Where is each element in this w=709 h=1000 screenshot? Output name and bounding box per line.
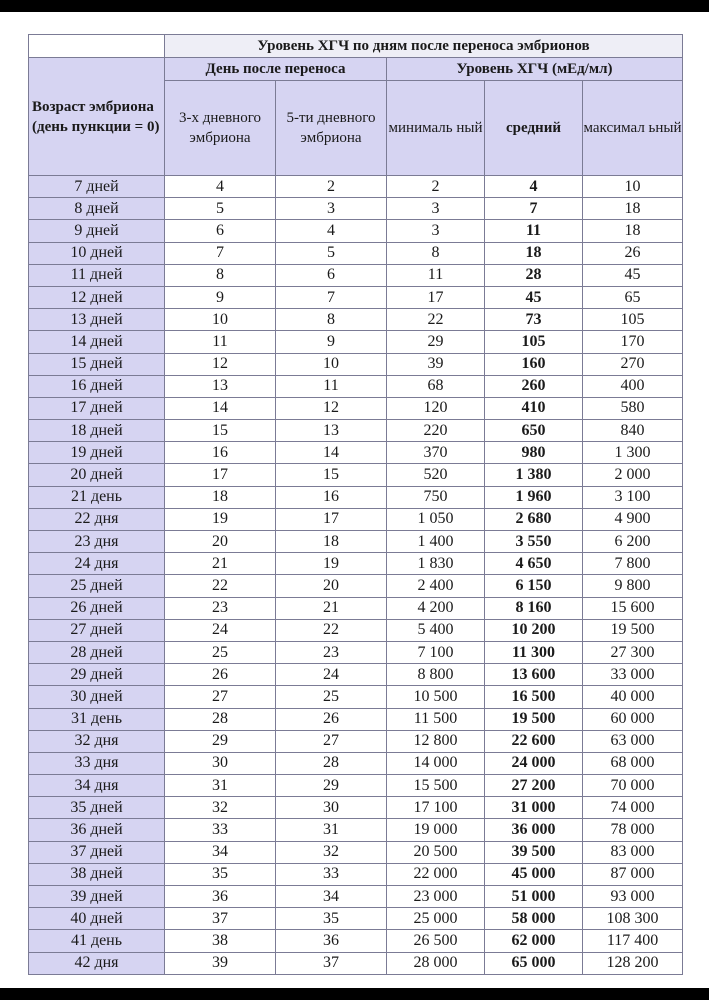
table-row bbox=[29, 553, 683, 575]
row-min: 10 500 bbox=[387, 686, 485, 708]
row-max: 117 400 bbox=[583, 930, 683, 952]
row-avg: 980 bbox=[485, 442, 583, 464]
row-day5: 31 bbox=[276, 819, 387, 841]
row-max: 6 200 bbox=[583, 531, 683, 553]
row-avg: 410 bbox=[485, 397, 583, 419]
row-day5: 11 bbox=[276, 375, 387, 397]
row-day3: 21 bbox=[165, 553, 276, 575]
row-avg: 10 200 bbox=[485, 619, 583, 641]
row-min: 8 800 bbox=[387, 664, 485, 686]
row-min: 520 bbox=[387, 464, 485, 486]
row-max: 60 000 bbox=[583, 708, 683, 730]
table-row bbox=[29, 752, 683, 774]
row-day: 15 дней bbox=[29, 353, 165, 375]
table-row bbox=[29, 286, 683, 308]
row-day3: 17 bbox=[165, 464, 276, 486]
row-max: 128 200 bbox=[583, 952, 683, 974]
row-day5: 19 bbox=[276, 553, 387, 575]
header-max: максимал ьный bbox=[583, 81, 683, 176]
row-day: 24 дня bbox=[29, 553, 165, 575]
table-row bbox=[29, 508, 683, 530]
row-day: 22 дня bbox=[29, 508, 165, 530]
row-day5: 13 bbox=[276, 420, 387, 442]
row-max: 27 300 bbox=[583, 641, 683, 663]
table-row bbox=[29, 486, 683, 508]
row-day3: 36 bbox=[165, 886, 276, 908]
row-max: 2 000 bbox=[583, 464, 683, 486]
row-max: 18 bbox=[583, 198, 683, 220]
row-day: 10 дней bbox=[29, 242, 165, 264]
row-avg: 4 bbox=[485, 176, 583, 198]
row-avg: 22 600 bbox=[485, 730, 583, 752]
row-day5: 32 bbox=[276, 841, 387, 863]
row-day5: 22 bbox=[276, 619, 387, 641]
row-day5: 14 bbox=[276, 442, 387, 464]
table-row bbox=[29, 397, 683, 419]
row-min: 39 bbox=[387, 353, 485, 375]
row-day: 13 дней bbox=[29, 309, 165, 331]
row-day: 7 дней bbox=[29, 176, 165, 198]
row-avg: 27 200 bbox=[485, 775, 583, 797]
row-day5: 33 bbox=[276, 863, 387, 885]
row-day5: 35 bbox=[276, 908, 387, 930]
row-day3: 15 bbox=[165, 420, 276, 442]
header-transfer-3: 3-х дневного эмбриона bbox=[165, 81, 276, 176]
row-day: 11 дней bbox=[29, 264, 165, 286]
row-avg: 45 bbox=[485, 286, 583, 308]
row-day: 42 дня bbox=[29, 952, 165, 974]
row-day3: 27 bbox=[165, 686, 276, 708]
row-day: 26 дней bbox=[29, 597, 165, 619]
row-day5: 24 bbox=[276, 664, 387, 686]
row-day3: 20 bbox=[165, 531, 276, 553]
row-day5: 29 bbox=[276, 775, 387, 797]
row-day3: 24 bbox=[165, 619, 276, 641]
row-avg: 7 bbox=[485, 198, 583, 220]
row-day3: 7 bbox=[165, 242, 276, 264]
row-avg: 3 550 bbox=[485, 531, 583, 553]
row-min: 11 bbox=[387, 264, 485, 286]
row-day: 17 дней bbox=[29, 397, 165, 419]
row-max: 63 000 bbox=[583, 730, 683, 752]
row-max: 1 300 bbox=[583, 442, 683, 464]
row-day3: 35 bbox=[165, 863, 276, 885]
header-transfer-5: 5-ти дневного эмбриона bbox=[276, 81, 387, 176]
row-max: 108 300 bbox=[583, 908, 683, 930]
row-max: 19 500 bbox=[583, 619, 683, 641]
row-min: 370 bbox=[387, 442, 485, 464]
row-min: 4 200 bbox=[387, 597, 485, 619]
row-min: 23 000 bbox=[387, 886, 485, 908]
row-max: 78 000 bbox=[583, 819, 683, 841]
row-day: 37 дней bbox=[29, 841, 165, 863]
row-day5: 30 bbox=[276, 797, 387, 819]
row-min: 2 bbox=[387, 176, 485, 198]
table-row bbox=[29, 664, 683, 686]
row-avg: 650 bbox=[485, 420, 583, 442]
row-day5: 7 bbox=[276, 286, 387, 308]
row-day3: 25 bbox=[165, 641, 276, 663]
table-row bbox=[29, 198, 683, 220]
hcg-table bbox=[28, 34, 683, 975]
row-day5: 2 bbox=[276, 176, 387, 198]
table-row bbox=[29, 442, 683, 464]
row-day: 32 дня bbox=[29, 730, 165, 752]
row-day5: 8 bbox=[276, 309, 387, 331]
row-day3: 34 bbox=[165, 841, 276, 863]
row-max: 70 000 bbox=[583, 775, 683, 797]
row-day3: 12 bbox=[165, 353, 276, 375]
row-avg: 1 380 bbox=[485, 464, 583, 486]
table-row bbox=[29, 819, 683, 841]
row-min: 11 500 bbox=[387, 708, 485, 730]
row-day: 19 дней bbox=[29, 442, 165, 464]
row-day3: 11 bbox=[165, 331, 276, 353]
row-day5: 21 bbox=[276, 597, 387, 619]
row-avg: 51 000 bbox=[485, 886, 583, 908]
row-max: 10 bbox=[583, 176, 683, 198]
header-age: Возраст эмбриона (день пункции = 0) bbox=[29, 58, 165, 176]
row-avg: 4 650 bbox=[485, 553, 583, 575]
row-avg: 2 680 bbox=[485, 508, 583, 530]
table-row bbox=[29, 863, 683, 885]
row-day: 39 дней bbox=[29, 886, 165, 908]
row-day3: 37 bbox=[165, 908, 276, 930]
row-avg: 28 bbox=[485, 264, 583, 286]
row-day: 9 дней bbox=[29, 220, 165, 242]
row-avg: 13 600 bbox=[485, 664, 583, 686]
row-day: 31 день bbox=[29, 708, 165, 730]
header-transfer-group: День после переноса bbox=[165, 58, 387, 81]
row-day3: 29 bbox=[165, 730, 276, 752]
table-row bbox=[29, 575, 683, 597]
row-min: 120 bbox=[387, 397, 485, 419]
row-day3: 5 bbox=[165, 198, 276, 220]
table-row bbox=[29, 708, 683, 730]
row-min: 1 830 bbox=[387, 553, 485, 575]
row-day3: 18 bbox=[165, 486, 276, 508]
row-day5: 12 bbox=[276, 397, 387, 419]
table-row bbox=[29, 264, 683, 286]
row-day: 34 дня bbox=[29, 775, 165, 797]
row-day: 36 дней bbox=[29, 819, 165, 841]
row-day3: 14 bbox=[165, 397, 276, 419]
row-day5: 25 bbox=[276, 686, 387, 708]
row-min: 750 bbox=[387, 486, 485, 508]
row-day: 14 дней bbox=[29, 331, 165, 353]
row-day: 20 дней bbox=[29, 464, 165, 486]
row-min: 1 400 bbox=[387, 531, 485, 553]
table-row bbox=[29, 375, 683, 397]
table-row bbox=[29, 908, 683, 930]
table-row bbox=[29, 242, 683, 264]
row-day5: 6 bbox=[276, 264, 387, 286]
row-day5: 15 bbox=[276, 464, 387, 486]
row-min: 2 400 bbox=[387, 575, 485, 597]
row-day: 29 дней bbox=[29, 664, 165, 686]
row-day: 35 дней bbox=[29, 797, 165, 819]
row-avg: 1 960 bbox=[485, 486, 583, 508]
row-avg: 16 500 bbox=[485, 686, 583, 708]
table-row bbox=[29, 686, 683, 708]
row-avg: 8 160 bbox=[485, 597, 583, 619]
row-min: 14 000 bbox=[387, 752, 485, 774]
row-avg: 260 bbox=[485, 375, 583, 397]
row-max: 93 000 bbox=[583, 886, 683, 908]
row-day: 12 дней bbox=[29, 286, 165, 308]
header-min: минималь ный bbox=[387, 81, 485, 176]
row-day3: 32 bbox=[165, 797, 276, 819]
row-avg: 11 300 bbox=[485, 641, 583, 663]
table-row bbox=[29, 464, 683, 486]
row-max: 400 bbox=[583, 375, 683, 397]
row-day5: 27 bbox=[276, 730, 387, 752]
row-avg: 160 bbox=[485, 353, 583, 375]
row-avg: 39 500 bbox=[485, 841, 583, 863]
table-row bbox=[29, 930, 683, 952]
row-day3: 10 bbox=[165, 309, 276, 331]
row-min: 28 000 bbox=[387, 952, 485, 974]
row-day: 30 дней bbox=[29, 686, 165, 708]
row-min: 17 bbox=[387, 286, 485, 308]
row-min: 68 bbox=[387, 375, 485, 397]
row-day: 16 дней bbox=[29, 375, 165, 397]
row-avg: 6 150 bbox=[485, 575, 583, 597]
row-avg: 73 bbox=[485, 309, 583, 331]
row-day3: 13 bbox=[165, 375, 276, 397]
row-day5: 10 bbox=[276, 353, 387, 375]
row-day5: 5 bbox=[276, 242, 387, 264]
row-day: 27 дней bbox=[29, 619, 165, 641]
table-row bbox=[29, 353, 683, 375]
row-day5: 36 bbox=[276, 930, 387, 952]
row-avg: 19 500 bbox=[485, 708, 583, 730]
row-max: 15 600 bbox=[583, 597, 683, 619]
row-avg: 36 000 bbox=[485, 819, 583, 841]
row-day5: 3 bbox=[276, 198, 387, 220]
table-row bbox=[29, 952, 683, 974]
row-day3: 22 bbox=[165, 575, 276, 597]
table-row bbox=[29, 331, 683, 353]
row-day3: 9 bbox=[165, 286, 276, 308]
row-day: 21 день bbox=[29, 486, 165, 508]
row-min: 220 bbox=[387, 420, 485, 442]
row-max: 105 bbox=[583, 309, 683, 331]
row-max: 3 100 bbox=[583, 486, 683, 508]
row-day: 38 дней bbox=[29, 863, 165, 885]
row-max: 18 bbox=[583, 220, 683, 242]
row-day: 23 дня bbox=[29, 531, 165, 553]
row-min: 22 000 bbox=[387, 863, 485, 885]
row-day3: 39 bbox=[165, 952, 276, 974]
row-max: 9 800 bbox=[583, 575, 683, 597]
table-row bbox=[29, 730, 683, 752]
table-row bbox=[29, 309, 683, 331]
table-row bbox=[29, 775, 683, 797]
table-row bbox=[29, 619, 683, 641]
row-day3: 4 bbox=[165, 176, 276, 198]
row-day3: 23 bbox=[165, 597, 276, 619]
row-max: 840 bbox=[583, 420, 683, 442]
row-min: 26 500 bbox=[387, 930, 485, 952]
row-day5: 20 bbox=[276, 575, 387, 597]
row-day3: 30 bbox=[165, 752, 276, 774]
row-day5: 23 bbox=[276, 641, 387, 663]
row-max: 40 000 bbox=[583, 686, 683, 708]
row-day3: 19 bbox=[165, 508, 276, 530]
table-row bbox=[29, 797, 683, 819]
row-max: 87 000 bbox=[583, 863, 683, 885]
row-min: 5 400 bbox=[387, 619, 485, 641]
row-avg: 31 000 bbox=[485, 797, 583, 819]
row-day5: 28 bbox=[276, 752, 387, 774]
row-min: 1 050 bbox=[387, 508, 485, 530]
row-min: 3 bbox=[387, 220, 485, 242]
row-min: 17 100 bbox=[387, 797, 485, 819]
row-min: 25 000 bbox=[387, 908, 485, 930]
row-day: 41 день bbox=[29, 930, 165, 952]
row-day5: 34 bbox=[276, 886, 387, 908]
row-avg: 105 bbox=[485, 331, 583, 353]
header-hcg-group: Уровень ХГЧ (мЕд/мл) bbox=[387, 58, 683, 81]
row-day3: 6 bbox=[165, 220, 276, 242]
row-max: 7 800 bbox=[583, 553, 683, 575]
document-page bbox=[0, 12, 709, 988]
row-day3: 8 bbox=[165, 264, 276, 286]
row-day: 28 дней bbox=[29, 641, 165, 663]
table-row bbox=[29, 886, 683, 908]
row-min: 15 500 bbox=[387, 775, 485, 797]
row-avg: 24 000 bbox=[485, 752, 583, 774]
row-avg: 62 000 bbox=[485, 930, 583, 952]
row-avg: 45 000 bbox=[485, 863, 583, 885]
row-max: 26 bbox=[583, 242, 683, 264]
row-day: 8 дней bbox=[29, 198, 165, 220]
row-day: 25 дней bbox=[29, 575, 165, 597]
table-body bbox=[29, 176, 683, 975]
row-min: 19 000 bbox=[387, 819, 485, 841]
row-day3: 28 bbox=[165, 708, 276, 730]
table-title: Уровень ХГЧ по дням после переноса эмбрионов bbox=[165, 35, 683, 58]
row-avg: 11 bbox=[485, 220, 583, 242]
row-day5: 37 bbox=[276, 952, 387, 974]
row-max: 83 000 bbox=[583, 841, 683, 863]
table-row bbox=[29, 641, 683, 663]
row-avg: 18 bbox=[485, 242, 583, 264]
table-row bbox=[29, 420, 683, 442]
row-day: 18 дней bbox=[29, 420, 165, 442]
row-day3: 33 bbox=[165, 819, 276, 841]
row-max: 45 bbox=[583, 264, 683, 286]
row-day: 33 дня bbox=[29, 752, 165, 774]
table-row bbox=[29, 531, 683, 553]
row-min: 7 100 bbox=[387, 641, 485, 663]
row-min: 12 800 bbox=[387, 730, 485, 752]
row-day: 40 дней bbox=[29, 908, 165, 930]
row-avg: 65 000 bbox=[485, 952, 583, 974]
row-min: 8 bbox=[387, 242, 485, 264]
row-max: 4 900 bbox=[583, 508, 683, 530]
table-row bbox=[29, 597, 683, 619]
row-day5: 26 bbox=[276, 708, 387, 730]
row-max: 270 bbox=[583, 353, 683, 375]
table-row bbox=[29, 220, 683, 242]
row-day5: 18 bbox=[276, 531, 387, 553]
row-day3: 16 bbox=[165, 442, 276, 464]
row-max: 74 000 bbox=[583, 797, 683, 819]
row-min: 20 500 bbox=[387, 841, 485, 863]
row-max: 170 bbox=[583, 331, 683, 353]
row-day5: 17 bbox=[276, 508, 387, 530]
row-max: 33 000 bbox=[583, 664, 683, 686]
row-max: 68 000 bbox=[583, 752, 683, 774]
row-max: 580 bbox=[583, 397, 683, 419]
row-day3: 31 bbox=[165, 775, 276, 797]
row-day3: 26 bbox=[165, 664, 276, 686]
header-avg: средний bbox=[485, 81, 583, 176]
row-day5: 9 bbox=[276, 331, 387, 353]
row-day5: 4 bbox=[276, 220, 387, 242]
row-min: 29 bbox=[387, 331, 485, 353]
row-day5: 16 bbox=[276, 486, 387, 508]
row-min: 3 bbox=[387, 198, 485, 220]
row-avg: 58 000 bbox=[485, 908, 583, 930]
table-row bbox=[29, 841, 683, 863]
table-row bbox=[29, 176, 683, 198]
row-day3: 38 bbox=[165, 930, 276, 952]
row-min: 22 bbox=[387, 309, 485, 331]
row-max: 65 bbox=[583, 286, 683, 308]
